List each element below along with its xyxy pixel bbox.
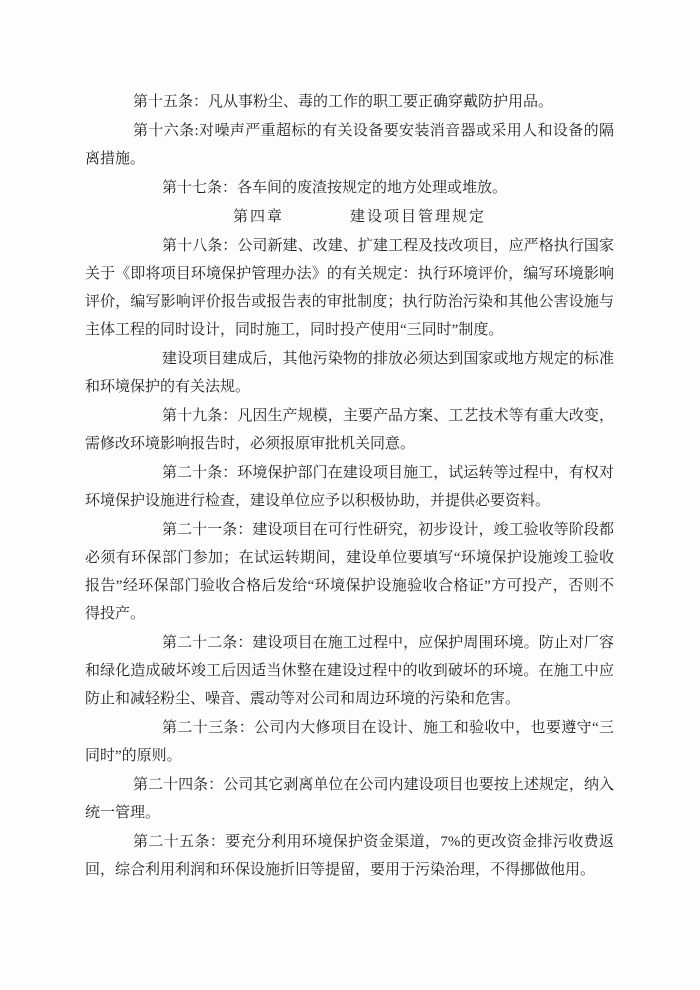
article-17: 第十七条：各车间的废渣按规定的地方处理或堆放。 (162, 180, 508, 196)
document-content (85, 88, 614, 885)
chapter-number: 第四章 (233, 209, 285, 225)
article-20: 第二十条：环境保护部门在建设项目施工，试运转等过程中，有权对环境保护设施进行检查，建设单位应予以积极协助，并提供必要资料。 (85, 465, 614, 509)
article-18: 第十八条：公司新建、改建、扩建工程及技改项目，应严格执行国家关于《即将项目环境保护管理办法》的有关规定：执行环境评价，编写环境影响评价，编写影响评价报告或报告表的审批制度；执行防治污染和其他公害设施与主体工程的同时设计，同时施工，同时投产使用“三同时”制度。 (85, 238, 614, 338)
article-15: 第十五条：凡从事粉尘、毒的工作的职工要正确穿戴防护用品。 (133, 94, 554, 110)
article-19: 第十九条：凡因生产规模，主要产品方案、工艺技术等有重大改变，需修改环境影响报告时，必须报原审批机关同意。 (85, 408, 614, 452)
article-16: 第十六条:对噪声严重超标的有关设备要安装消音器或采用人和设备的隔离措施。 (85, 123, 614, 167)
chapter-4-heading (85, 203, 614, 231)
article-22: 第二十二条：建设项目在施工过程中，应保护周围环境。防止对厂容和绿化造成破坏竣工后因适当休整在建设过程中的收到破坏的环境。在施工中应防止和减轻粉尘、噪音、震动等对公司和周边环境的污染和危害。 (85, 635, 614, 707)
article-23: 第二十三条：公司内大修项目在设计、施工和验收中，也要遵守“三同时”的原则。 (85, 720, 614, 764)
article-18-supplement: 建设项目建成后，其他污染物的排放必须达到国家或地方规定的标准和环境保护的有关法规。 (85, 351, 614, 395)
article-21: 第二十一条：建设项目在可行性研究，初步设计，竣工验收等阶段都必须有环保部门参加；在试运转期间，建设单位要填写“环境保护设施竣工验收报告”经环保部门验收合格后发给“环境保护设施验收合格证”方可投产，否则不得投产。 (85, 522, 614, 622)
article-24: 第二十四条：公司其它剥离单位在公司内建设项目也要按上述规定，纳入统一管理。 (85, 777, 614, 821)
chapter-title: 建设项目管理规定 (350, 209, 487, 225)
article-25: 第二十五条：要充分利用环境保护资金渠道，7%的更改资金排污收费返回，综合利用利润和环保设施折旧等提留，要用于污染治理，不得挪做他用。 (85, 834, 614, 878)
